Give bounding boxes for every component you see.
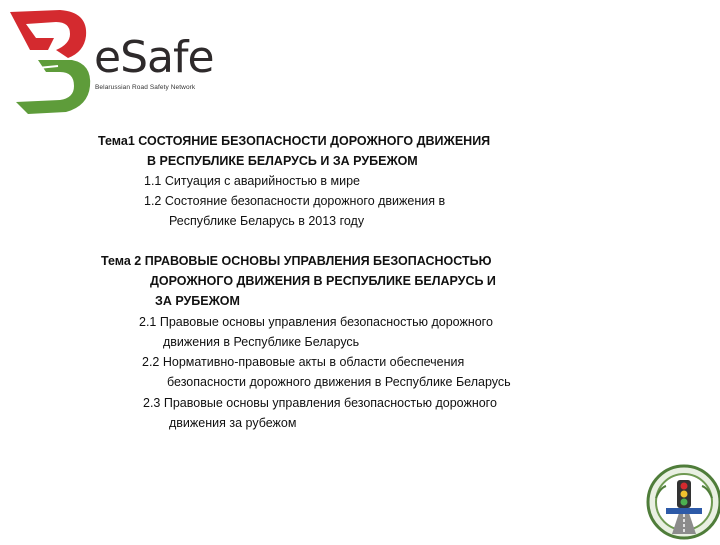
logo-wordmark: eSafe (94, 32, 214, 83)
topic-2-item-2-line1: 2.2 Нормативно-правовые акты в области обеспечения (142, 355, 465, 369)
topic-1-item-2-line2: Республике Беларусь в 2013 году (169, 214, 365, 228)
topic-2-title-line1: Тема 2 ПРАВОВЫЕ ОСНОВЫ УПРАВЛЕНИЯ БЕЗОПАСНОСТЬЮ (101, 254, 492, 268)
logo-tagline: Belarussian Road Safety Network (95, 84, 196, 91)
topic-2-title-line2: ДОРОЖНОГО ДВИЖЕНИЯ В РЕСПУБЛИКЕ БЕЛАРУСЬ И (150, 274, 496, 288)
topic-2-item-3-line2: движения за рубежом (169, 416, 297, 430)
topic-2-item-2-line2: безопасности дорожного движения в Республике Беларусь (167, 375, 511, 389)
topic-2-title-line3: ЗА РУБЕЖОМ (155, 294, 240, 308)
topic-2-item-1-line1: 2.1 Правовые основы управления безопасностью дорожного (139, 315, 493, 329)
topic-1-item-2-line1: 1.2 Состояние безопасности дорожного движения в (144, 194, 446, 208)
topic-1-title-line2: В РЕСПУБЛИКЕ БЕЛАРУСЬ И ЗА РУБЕЖОМ (147, 154, 418, 168)
topic-2-item-1-line2: движения в Республике Беларусь (163, 335, 360, 349)
road-safety-emblem-icon (646, 458, 720, 540)
topic-2-item-3-line1: 2.3 Правовые основы управления безопасностью дорожного (143, 396, 497, 410)
topic-1-item-1: 1.1 Ситуация с аварийностью в мире (144, 174, 360, 188)
topic-1-title-line1: Тема1 СОСТОЯНИЕ БЕЗОПАСНОСТИ ДОРОЖНОГО ДВИЖЕНИЯ (98, 134, 491, 148)
